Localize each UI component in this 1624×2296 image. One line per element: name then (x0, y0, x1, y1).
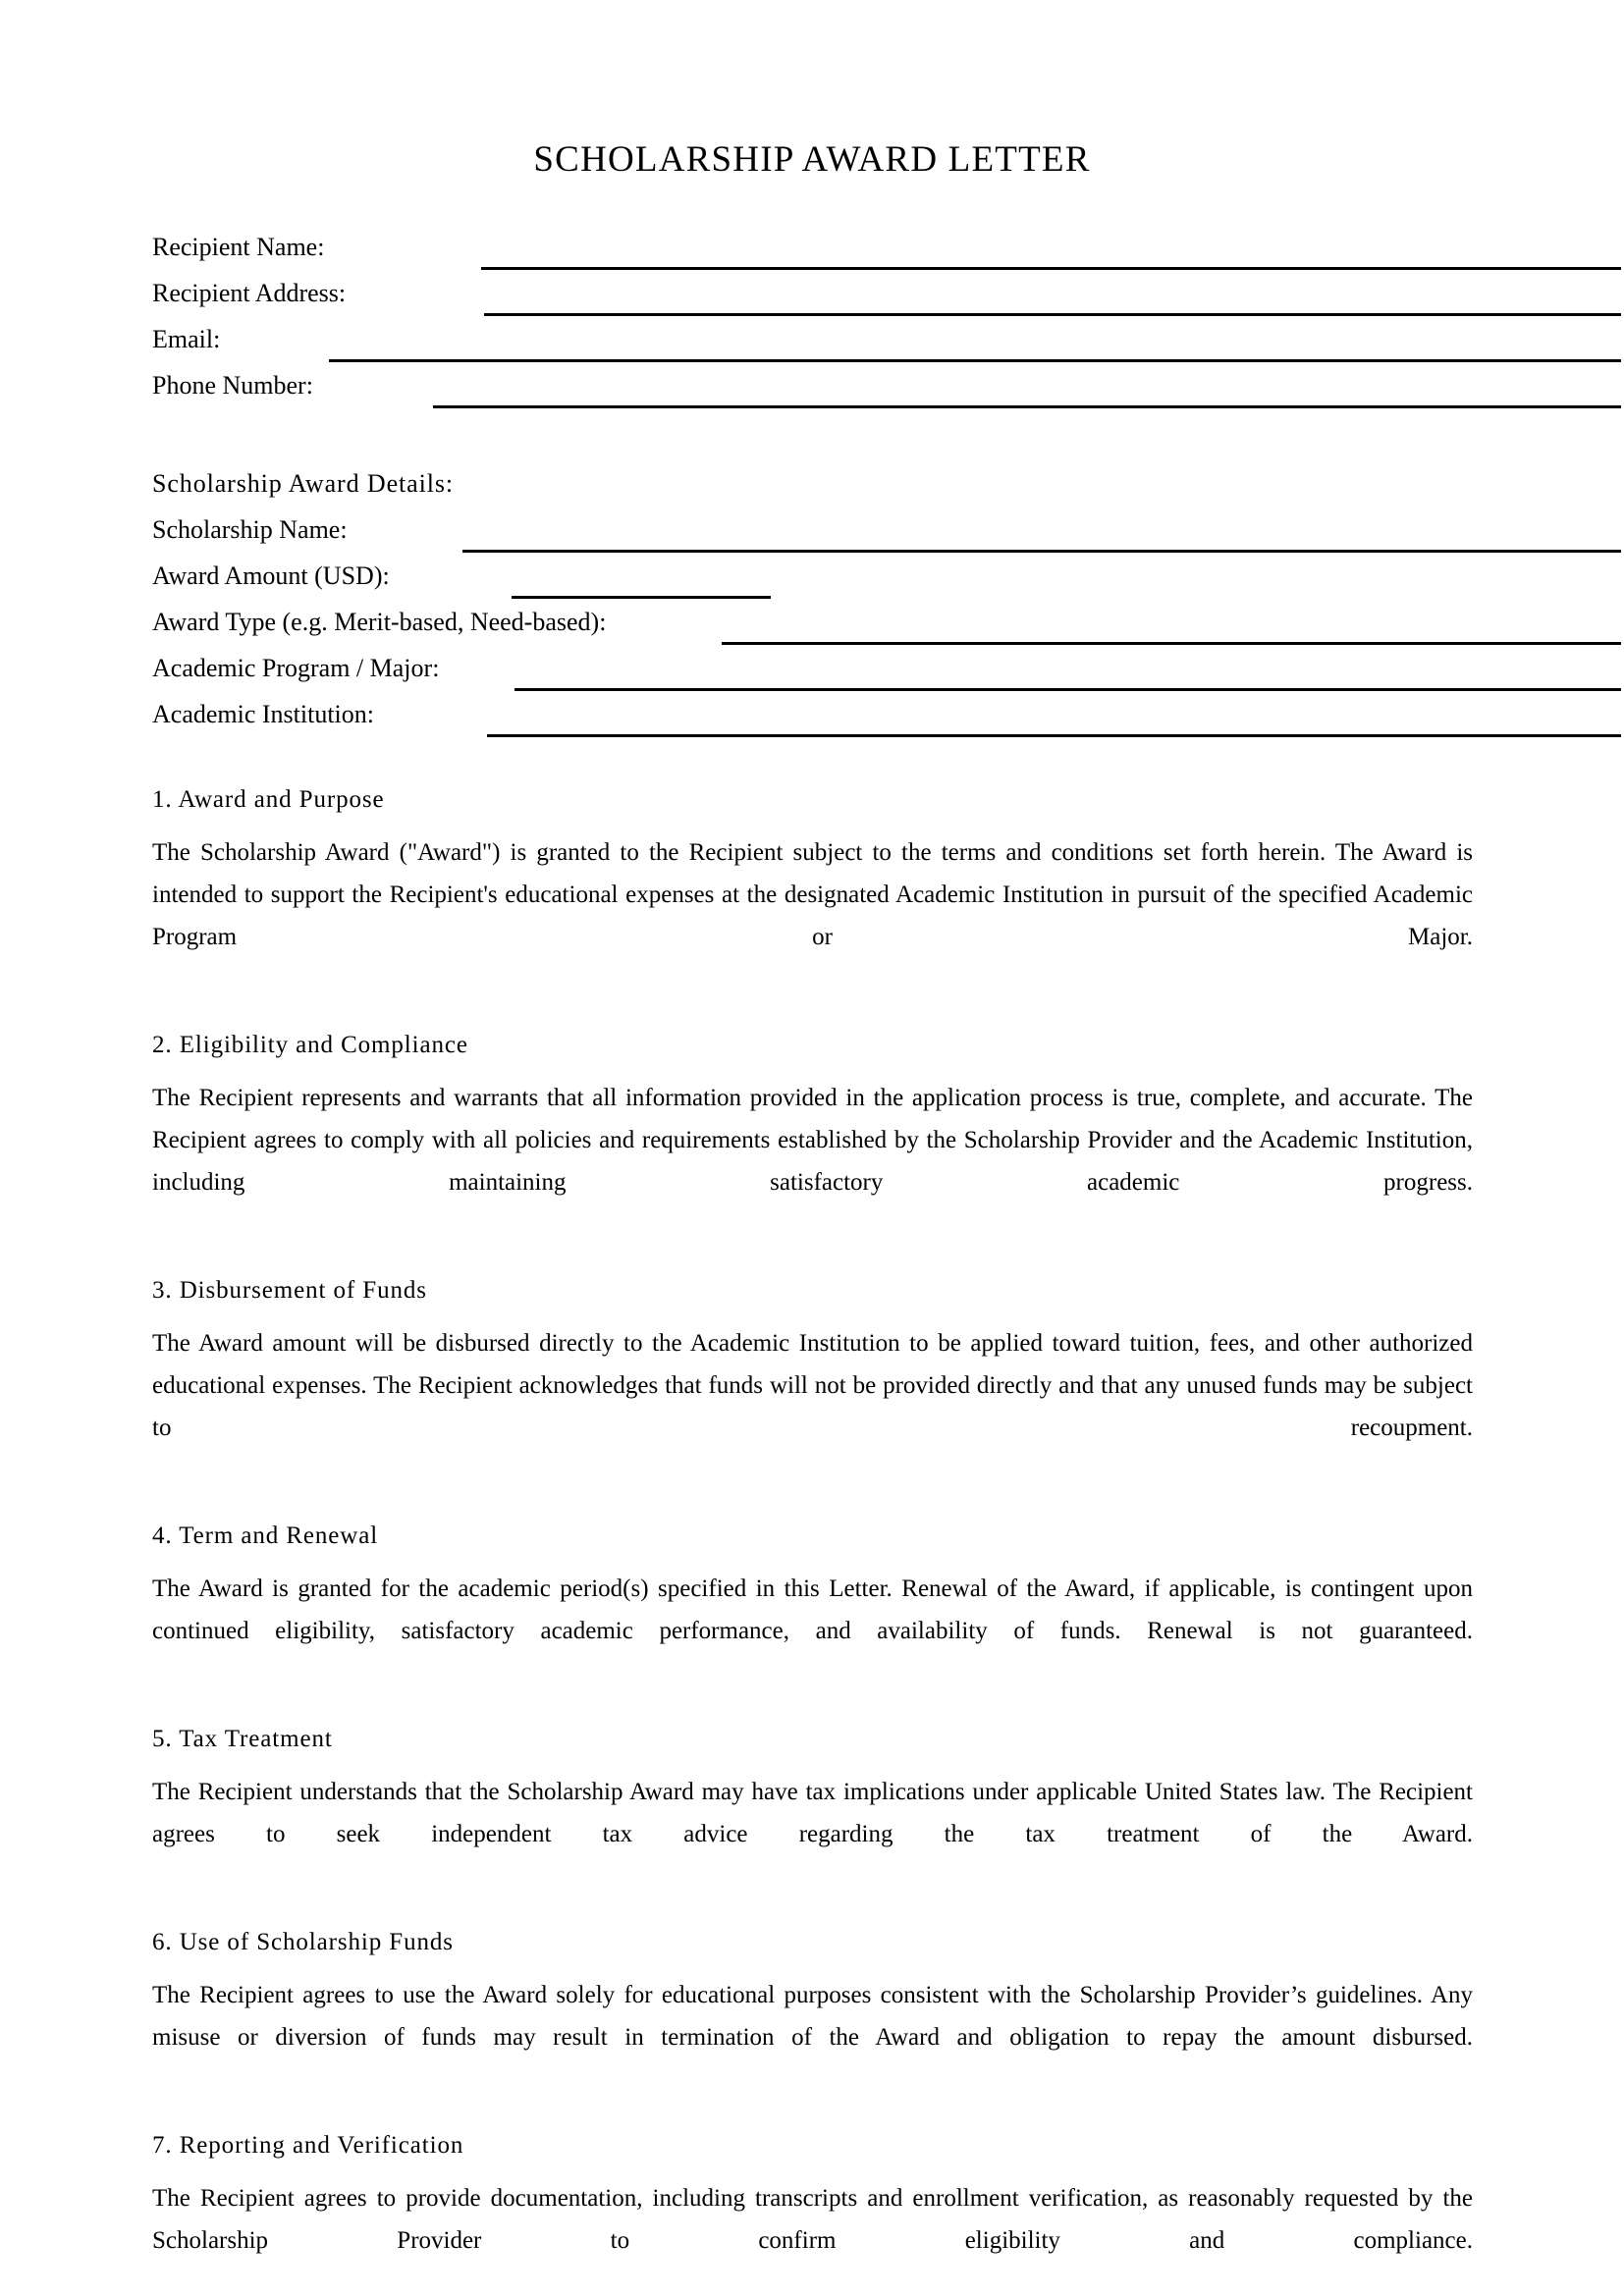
clause-body: The Award is granted for the academic period(s) specified in this Letter. Renewal of the Award, if applicable, is contingent upon continued eligibility, satisfactory academic performance, and availability of funds. Renewal is not guaranteed. (152, 1575, 1473, 1644)
clause-body: The Recipient agrees to use the Award solely for educational purposes consistent with the Scholarship Provider’s guidelines. Any misuse or diversion of funds may result in termination of the Award and obligation to repay the amount disbursed. (152, 1982, 1473, 2051)
clause-heading: 2. Eligibility and Compliance (152, 1032, 468, 1058)
clause-heading: 7. Reporting and Verification (152, 2132, 464, 2159)
clause-section (152, 1923, 1473, 2101)
field-label: Academic Program / Major: (152, 654, 440, 682)
clause-section (152, 1026, 1473, 1246)
field-row-academic-program (152, 651, 1473, 697)
clause-body: The Recipient understands that the Scholarship Award may have tax implications under applicable United States law. The Recipient agrees to seek independent tax advice regarding the tax treatment of the Award. (152, 1779, 1473, 1847)
fill-in-line-scholarship-name[interactable] (462, 550, 1621, 553)
field-label: Email: (152, 325, 221, 353)
page-title: SCHOLARSHIP AWARD LETTER (533, 138, 1091, 180)
clause-section (152, 1271, 1473, 1491)
clause-heading: 6. Use of Scholarship Funds (152, 1929, 454, 1955)
field-row-phone-number (152, 368, 1473, 414)
award-details-block (152, 466, 1473, 743)
field-row-scholarship-name (152, 512, 1473, 559)
field-row-academic-institution (152, 697, 1473, 743)
fill-in-line-phone-number[interactable] (433, 405, 1621, 408)
field-label: Recipient Address: (152, 279, 347, 307)
clause-heading: 1. Award and Purpose (152, 786, 385, 813)
clauses-container (152, 780, 1473, 2296)
clause-heading: 5. Tax Treatment (152, 1726, 333, 1752)
clause-section (152, 2126, 1473, 2296)
award-details-heading-label: Scholarship Award Details: (152, 469, 454, 498)
clause-body: The Award amount will be disbursed directly to the Academic Institution to be applied toward tuition, fees, and other authorized educational expenses. The Recipient acknowledges that funds will not be provided directly and that any unused funds may be subject to recoupment. (152, 1330, 1473, 1441)
clause-section (152, 780, 1473, 1000)
field-row-email (152, 322, 1473, 368)
clause-heading: 3. Disbursement of Funds (152, 1277, 427, 1304)
fill-in-line-academic-program[interactable] (514, 688, 1621, 691)
fill-in-line-email[interactable] (329, 359, 1621, 362)
field-label: Phone Number: (152, 371, 313, 400)
field-row-recipient-address (152, 276, 1473, 322)
clause-body: The Scholarship Award ("Award") is granted to the Recipient subject to the terms and conditions set forth herein. The Award is intended to support the Recipient's educational expenses at the designated Academic Institution in pursuit of the specified Academic Program or Major. (152, 839, 1473, 950)
field-label: Award Amount (USD): (152, 561, 390, 590)
award-details-heading (152, 466, 1473, 512)
clause-body: The Recipient agrees to provide documentation, including transcripts and enrollment verification, as reasonably requested by the Scholarship Provider to confirm eligibility and compliance. (152, 2185, 1473, 2254)
clause-heading: 4. Term and Renewal (152, 1522, 379, 1549)
field-label: Recipient Name: (152, 233, 325, 261)
fill-in-line-award-type[interactable] (722, 642, 1621, 645)
clause-section (152, 1720, 1473, 1897)
fill-in-line-award-amount[interactable] (512, 596, 771, 599)
clause-section (152, 1517, 1473, 1694)
field-row-award-amount (152, 559, 1473, 605)
fill-in-line-academic-institution[interactable] (487, 734, 1621, 737)
field-label: Academic Institution: (152, 700, 375, 728)
recipient-fields-block (152, 230, 1473, 414)
clause-body: The Recipient represents and warrants that all information provided in the application process is true, complete, and accurate. The Recipient agrees to comply with all policies and requirements established by the Scholarship Provider and the Academic Institution, including maintaining satisfactory academic progress. (152, 1085, 1473, 1196)
field-label: Scholarship Name: (152, 515, 348, 544)
field-label: Award Type (e.g. Merit-based, Need-based): (152, 608, 607, 636)
field-row-award-type (152, 605, 1473, 651)
field-row-recipient-name (152, 230, 1473, 276)
fill-in-line-recipient-address[interactable] (484, 313, 1621, 316)
fill-in-line-recipient-name[interactable] (481, 267, 1621, 270)
